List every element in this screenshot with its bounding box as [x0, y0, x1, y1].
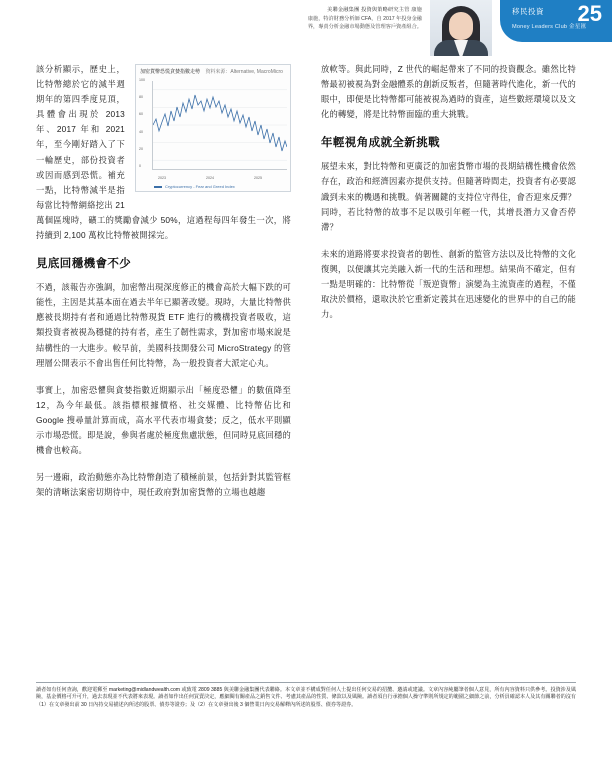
chart-line-series — [153, 81, 287, 169]
author-bio — [172, 6, 422, 31]
author-role-line — [172, 6, 422, 14]
y-tick-80: 80 — [139, 95, 143, 99]
chart-plot-area — [139, 78, 287, 170]
legend-label: Cryptocurrency - Fear and Greed Index — [165, 184, 235, 189]
badge-label: 移民投資 — [512, 7, 544, 16]
paragraph: 該分析顯示，歷史上，比特幣總於它的減半週期年的第四季度見頂，具體會出現於 2013 年、2017 年和 2021 年，至今剛好踏入了下一輪歷史，部份投資者或因而感到恐慌。補充一點，比特幣減半是指每當比特幣網絡挖出 21 萬個區塊時，礦工的獎勵會減少 50%，這過程每四年發生一次，將持續到 2,100 萬枚比特幣被開採完。 — [36, 64, 291, 241]
x-tick-2025: 2025 — [254, 176, 262, 180]
legend-swatch-icon — [154, 186, 162, 188]
section-heading-right: 年輕視角成就全新挑戰 — [321, 137, 440, 150]
author-role: 美聯金融集團 投資與策略研究主管 康施 — [327, 7, 422, 13]
author-desc-line2: 界，專責分析金融市場動態及管理客戶資產組合。 — [307, 24, 422, 30]
disclaimer-text: 讀者如有任何查詢，歡迎電郵至 marketing@midlandwealth.com 或致電 2809 3885 與美聯金融集團代表聯絡。本文章並不構成對任何人士提出任何交易的招攬、邀請或建議。文章內容純屬筆者個人意見，所有內容資料只供參考。投資涉及風險，基金價格可升可升，過去表現並不代表將來表現。讀者如作出任何買賣決定，應細閱有關產品之銷售文件、考慮其產品的性質、條款以及風險。讀者須自行承擔個人操守準則所規定的範圍之細節之前，分析員確認本人及其有關聯者的沒有（1）在文章發出前 30 日內持交易描述內所述的股票、債券等證券；及（2）在文章發出後 3 個營業日內交易解釋內所述的股票、債券等證券。 — [36, 687, 576, 708]
article-content — [36, 62, 576, 672]
chart-title: 加密貨幣恐慌貪婪指數走勢 — [140, 69, 201, 75]
y-tick-60: 60 — [139, 112, 143, 116]
chart-legend — [154, 184, 235, 189]
paragraph: 事實上，加密恐懼與貪婪指數近期顯示出「極度恐懼」的數值降至 12，為今年最低。該指標根據價格、社交媒體、比特幣佔比和 Google 搜尋量計算而成，高水平代表市場貪婪；反之，低水平則顯示市場恐慌。即是說，參與者處於極度焦慮狀態，但同時見底回穩的機會也較高。 — [36, 384, 291, 456]
page-number: 25 — [577, 1, 602, 26]
y-tick-20: 20 — [139, 147, 143, 151]
y-tick-40: 40 — [139, 130, 143, 134]
paragraph: 未來的道路將要求投資者的韌性、創新的監管方法以及比特幣的文化復興，以便讓其完美融入新一代的生活和理想。結果尚不確定，但有一點是明確的：比特幣從「叛逆資幣」演變為主流資產的過程，不僅取決於價格，還取決於它重新定義其在迅速變化的世界中的自己的能力。 — [321, 248, 576, 320]
chart-source: 資料來源：Alternative, MacroMicro — [205, 69, 283, 75]
paragraph: 另一邊廂，政治動態亦為比特幣創造了積極前景，包括針對其監管框架的清晰法案密切期待中，現任政府對加密貨幣的立場也越趨 — [36, 472, 291, 498]
paragraph: 放軟等。與此同時，Z 世代的崛起帶來了不同的投資觀念。雖然比特幣最初被視為對金融體系的創新反叛者，但隨著時代進化，新一代的眼中，即便是比特幣都可能被視為過時的資產，這些數經環境以及文化的轉變，將是比特幣面臨的重大挑戰。 — [321, 64, 576, 120]
paragraph: 不過，該報告亦強調，加密幣出現深度修正的機會高於大幅下跌的可能性，主因是其基本面在過去半年已顯著改變。現時，大量比特幣供應被長期持有者和通過比特幣現貨 ETF 進行的機構投資者吸收，這類投資者被視為穩健的持有者，產生了韌性需求，對加密市場來說是結構性的一大進步。較早前，美國科技開發公司 MicroStrategy 的管理層公開表示不會出售任何比特幣，為一般投資者大派定心丸。 — [36, 282, 291, 368]
badge-subtitle: Money Leaders Club 金星匯 — [512, 24, 587, 30]
left-column — [36, 62, 291, 512]
author-portrait — [430, 0, 492, 56]
chart-card — [135, 64, 291, 192]
disclaimer-footer — [36, 682, 576, 710]
y-tick-100: 100 — [139, 78, 145, 82]
x-tick-2023: 2023 — [158, 176, 166, 180]
x-tick-2024: 2024 — [206, 176, 214, 180]
page-badge — [500, 0, 612, 42]
chart-title-row — [140, 69, 286, 76]
y-tick-0: 0 — [139, 164, 141, 168]
section-heading-left: 見底回穩機會不少 — [36, 258, 132, 271]
author-desc-line1: 康施，特許財務分析師 CFA，自 2017 年投身金融 — [307, 16, 422, 22]
right-column — [321, 62, 576, 334]
paragraph: 展望未來，對比特幣和更廣泛的加密貨幣市場的長期結構性機會依然存在，政治和經濟因素亦提供支持。但隨著時間走，投資者有必要認識到未來的機遇和挑戰。倘著關鍵的支持位守得住，會否迎來反彈？同時，若比特幣的故事不足以吸引年輕一代，其增長潛力又會否停滯？ — [321, 161, 576, 232]
page-header — [0, 0, 612, 56]
portrait-face — [449, 12, 473, 40]
